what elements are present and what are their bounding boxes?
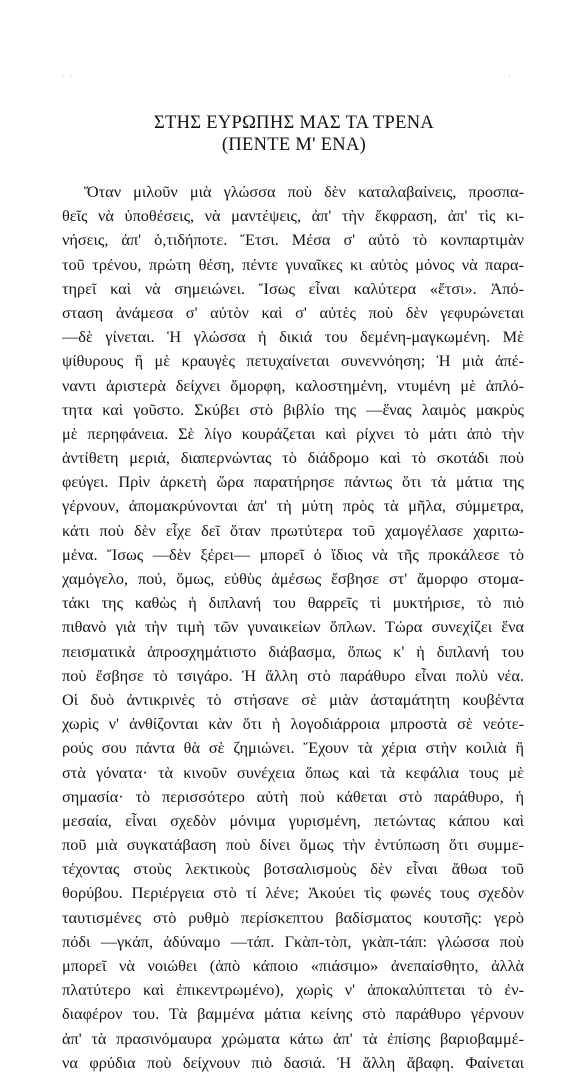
scan-artifact: · xyxy=(508,72,512,82)
text-line: μὲ περηφάνεια. Σὲ λίγο κουράζεται καὶ ρίχνει τὸ μάτι ἀπὸ τὴν xyxy=(62,423,524,443)
text-line: να φρύδια ποὺ δείχνουν πιὸ δασιά. Ἡ ἄλλη ἄβαφη. Φαίνεται xyxy=(62,1052,524,1072)
text-line: Οἱ δυὸ ἀντικρινὲς τὸ στήσανε σὲ μιὰν ἀσταμάτητη κουβέντα xyxy=(62,689,524,709)
text-line: γέρνουν, ἀπομακρύνονται ἀπ' τὴ μύτη πρὸς τὰ μῆλα, σύμμετρα, xyxy=(62,496,524,516)
text-line: τοῦ τρένου, πρώτη θέση, πέντε γυναῖκες κι αὐτὸς μόνος νὰ παρα- xyxy=(62,254,524,274)
text-line: κάτι ποὺ δὲν εἶχε δεῖ ὅταν πρωτύτερα τοῦ χαμογέλασε χαριτω- xyxy=(62,520,524,540)
text-line: ναντι ἀριστερὰ δείχνει ὄμορφη, καλοστημένη, ντυμένη μὲ ἁπλό- xyxy=(62,375,524,395)
text-line: ἀπ' τὰ πρασινόμαυρα χρώματα κάτω ἀπ' τὰ ἐπίσης βαριοβαμμέ- xyxy=(62,1028,524,1048)
body-text xyxy=(62,180,524,1075)
text-line: πλατύτερο καὶ ἐπικεντρωμένο), χωρὶς ν' ἀποκαλύπτεται τὸ ἐν- xyxy=(62,980,524,1000)
text-line: θορύβου. Περιέργεια στὸ τί λένε; Ἀκούει τὶς φωνές τους σχεδὸν xyxy=(62,883,524,903)
text-line: Ὅταν μιλοῦν μιὰ γλώσσα ποὺ δὲν καταλαβαίνεις, προσπα- xyxy=(84,182,524,201)
text-line: στὰ γόνατα· τὰ κινοῦν συνέχεια ὅπως καὶ τὰ κεφάλια τους μὲ xyxy=(62,762,524,782)
chapter-title xyxy=(0,112,588,156)
scan-artifact: · · xyxy=(62,72,74,82)
text-line: ἀντίθετη μεριά, διαπερνώντας τὸ διάδρομο καὶ τὸ σκοτάδι ποὺ xyxy=(62,448,524,468)
text-line: ψίθυρους ἢ μὲ κραυγὲς πετυχαίνεται συνεννόηση; Ἡ μιὰ ἀπέ- xyxy=(62,351,524,371)
text-line: φεύγει. Πρὶν ἀρκετὴ ὥρα παρατήρησε πάντως ὅτι τὰ μάτια της xyxy=(62,472,524,492)
text-line: τάκι της καθὼς ἡ διπλανή του θαρρεῖς τὶ μυκτήρισε, τὸ πιὸ xyxy=(62,593,524,613)
text-line: ποὺ ἔσβησε τὸ τσιγάρο. Ἡ ἄλλη στὸ παράθυρο εἶναι πολὺ νέα. xyxy=(62,665,524,685)
text-line: ρούς σου πάντα θὰ σὲ ζημιώνει. Ἔχουν τὰ χέρια στὴν κοιλιὰ ἢ xyxy=(62,738,524,758)
text-line: τητα καὶ γοῦστο. Σκύβει στὸ βιβλίο της —ἕνας λαιμὸς μακρὺς xyxy=(62,399,524,419)
text-line: σταση ἀνάμεσα σ' αὐτὸν καὶ σ' αὐτὲς ποὺ δὲν γεφυρώνεται xyxy=(62,302,524,322)
chapter-subtitle-line: (ΠΕΝΤΕ Μ' ΕΝΑ) xyxy=(221,135,367,155)
text-line: τέχοντας στοὺς λεκτικοὺς βοτσαλισμοὺς δὲν εἶναι ἄθωα τοῦ xyxy=(62,859,524,879)
text-line: —δὲ γίνεται. Ἡ γλώσσα ἡ δικιά του δεμένη-μαγκωμένη. Μὲ xyxy=(62,327,524,347)
text-line: μένα. Ἴσως —δὲν ξέρει— μπορεῖ ὁ ἴδιος νὰ τῆς προκάλεσε τὸ xyxy=(62,544,524,564)
text-line: πεισματικὰ ἀπροσχημάτιστο διάβασμα, ὅπως κ' ἡ διπλανή του xyxy=(62,641,524,661)
text-line: ποῦ μιὰ συγκατάβαση ποὺ δίνει ὅμως τὴν ἐντύπωση ὅτι συμμε- xyxy=(62,835,524,855)
text-line: σημασία· τὸ περισσότερο αὐτὴ ποὺ κάθεται στὸ παράθυρο, ἡ xyxy=(62,786,524,806)
text-line: θεῖς νὰ ὑποθέσεις, νὰ μαντέψεις, ἀπ' τὴν ἔκφραση, ἀπ' τὶς κι- xyxy=(62,206,524,226)
text-line: τηρεῖ καὶ νὰ σημειώνει. Ἴσως εἶναι καλύτερα «ἔτσι». Ἀπό- xyxy=(62,278,524,298)
text-line: χαμόγελο, πού, ὅμως, εὐθὺς ἀμέσως ἔσβησε στ' ἄμορφο στομα- xyxy=(62,569,524,588)
text-line: πόδι —γκάπ, ἀδύναμο —τάπ. Γκὰπ-τὸπ, γκὰπ-τάπ: γλώσσα ποὺ xyxy=(62,931,524,951)
text-line: διαφέρον του. Τὰ βαμμένα μάτια κείνης στὸ παράθυρο γέρνουν xyxy=(62,1004,524,1024)
text-line: χωρὶς ν' ἀνθίζονται κὰν ὅτι ἡ λογοδιάρροια μπροστὰ σὲ νεότε- xyxy=(62,714,524,734)
text-line: νήσεις, ἀπ' ὁ,τιδήποτε. Ἔτσι. Μέσα σ' αὐτὸ τὸ κονπαρτιμὰν xyxy=(62,230,524,250)
text-line: ταυτισμένες στὸ ρυθμὸ περίσκεπτου βαδίσματος κουτσῆς: γερὸ xyxy=(62,907,524,927)
chapter-title-line: ΣΤΗΣ ΕΥΡΩΠΗΣ ΜΑΣ ΤΑ ΤΡΕΝΑ xyxy=(153,113,435,133)
text-line: πιθανὸ γιὰ τὴν τιμὴ τῶν γυναικείων ὅπλων. Τώρα συνεχίζει ἕνα xyxy=(62,617,524,637)
text-line: μπορεῖ νὰ νοιώθει (ἀπὸ κάποιο «πιάσιμο» ἀνεπαίσθητο, ἀλλὰ xyxy=(62,956,524,975)
text-line: μεσαία, εἶναι σχεδὸν μόνιμα γυρισμένη, πετώντας κάπου καὶ xyxy=(62,810,524,830)
